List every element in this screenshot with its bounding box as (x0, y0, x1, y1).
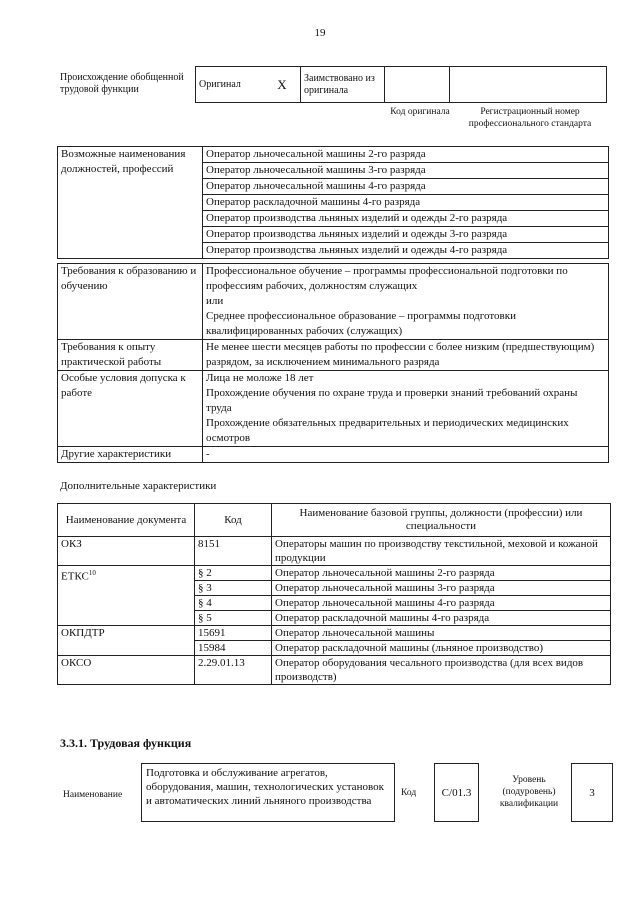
original-mark: X (264, 67, 301, 103)
header-name: Наименование базовой группы, должности (профессии) или специальности (272, 504, 611, 537)
regnum-cell (450, 67, 607, 103)
etks-name: Оператор льночесальной машины 2-го разряда (272, 566, 611, 581)
okpdtr-doc: ОКПДТР (58, 626, 195, 656)
etks-doc: ЕТКС$^{10}$ (58, 566, 195, 626)
conditions-cell (203, 371, 609, 447)
condition-item: Лица не моложе 18 лет (206, 372, 314, 384)
position-item: Оператор производства льняных изделий и одежды 2-го разряда (203, 211, 608, 227)
experience-text: Не менее шести месяцев работы по профессии с более низким (предшествующим) разрядом, за исключением минимального разряда (203, 340, 609, 371)
etks-name: Оператор льночесальной машины 4-го разряда (272, 596, 611, 611)
original-label: Оригинал (196, 67, 265, 103)
header-document: Наименование документа (58, 504, 195, 537)
etks-code: § 2 (195, 566, 272, 581)
caption-code: Код оригинала (390, 107, 450, 117)
caption-regnum: Регистрационный номер профессионального стандарта (468, 107, 592, 129)
function-name-value: Подготовка и обслуживание агрегатов, оборудования, машин, технологических установок и автоматических линий льняного производства (141, 763, 395, 822)
education-or: или (206, 295, 224, 307)
etks-code: § 5 (195, 611, 272, 626)
position-item: Оператор производства льняных изделий и одежды 3-го разряда (203, 227, 608, 243)
conditions-label: Особые условия допуска к работе (58, 371, 203, 447)
education-cell (203, 264, 609, 340)
header-code: Код (195, 504, 272, 537)
etks-code: § 3 (195, 581, 272, 596)
additional-table (57, 503, 611, 685)
condition-item: Прохождение обязательных предварительных и периодических медицинских осмотров (206, 417, 569, 444)
original-code-cell (385, 67, 450, 103)
education-label: Требования к образованию и обучению (58, 264, 203, 340)
etks-footnote: 10 (88, 569, 96, 577)
position-item: Оператор льночесальной машины 4-го разряда (203, 179, 608, 195)
okso-doc: ОКСО (58, 656, 195, 685)
education-text-1: Профессиональное обучение – программы профессиональной подготовки по профессиям рабочих, должностям служащих (206, 265, 568, 292)
condition-item: Прохождение обучения по охране труда и проверки знаний требований охраны труда (206, 387, 578, 414)
other-value: - (203, 447, 609, 463)
page-number: 19 (314, 27, 326, 39)
function-name-label: Наименование (63, 790, 123, 800)
okpdtr-code: 15691 (195, 626, 272, 641)
okz-code: 8151 (195, 537, 272, 566)
okso-code: 2.29.01.13 (195, 656, 272, 685)
okz-name: Операторы машин по производству текстильной, меховой и кожаной продукции (272, 537, 611, 566)
positions-label: Возможные наименования должностей, профессий (58, 147, 203, 259)
requirements-table (57, 263, 609, 463)
position-item: Оператор производства льняных изделий и одежды 4-го разряда (206, 244, 508, 256)
positions-list (203, 147, 609, 259)
function-level-label: Уровень (подуровень) квалификации (499, 775, 559, 809)
function-code-label: Код (401, 788, 417, 798)
origin-label: Происхождение обобщенной трудовой функции (60, 72, 184, 95)
okpdtr-name: Оператор льночесальной машины (272, 626, 611, 641)
positions-table (57, 146, 609, 259)
experience-label: Требования к опыту практической работы (58, 340, 203, 371)
other-label: Другие характеристики (58, 447, 203, 463)
additional-title: Дополнительные характеристики (60, 480, 217, 492)
okpdtr-code: 15984 (195, 641, 272, 656)
position-item: Оператор раскладочной машины 4-го разряда (203, 195, 608, 211)
okso-name: Оператор оборудования чесального производства (для всех видов производств) (272, 656, 611, 685)
education-text-2: Среднее профессиональное образование – программы подготовки квалифицированных рабочих (служащих) (206, 310, 516, 337)
borrowed-label: Заимствовано из оригинала (301, 67, 385, 103)
etks-name: Оператор льночесальной машины 3-го разряда (272, 581, 611, 596)
section-title: 3.3.1. Трудовая функция (60, 736, 192, 750)
function-level-value: 3 (571, 763, 613, 822)
okpdtr-name: Оператор раскладочной машины (льняное производство) (272, 641, 611, 656)
etks-name: Оператор раскладочной машины 4-го разряда (272, 611, 611, 626)
etks-code: § 4 (195, 596, 272, 611)
position-item: Оператор льночесальной машины 3-го разряда (203, 163, 608, 179)
origin-table (195, 66, 607, 103)
okz-doc: ОКЗ (58, 537, 195, 566)
position-item: Оператор льночесальной машины 2-го разряда (203, 147, 608, 163)
function-code-value: C/01.3 (434, 763, 479, 822)
